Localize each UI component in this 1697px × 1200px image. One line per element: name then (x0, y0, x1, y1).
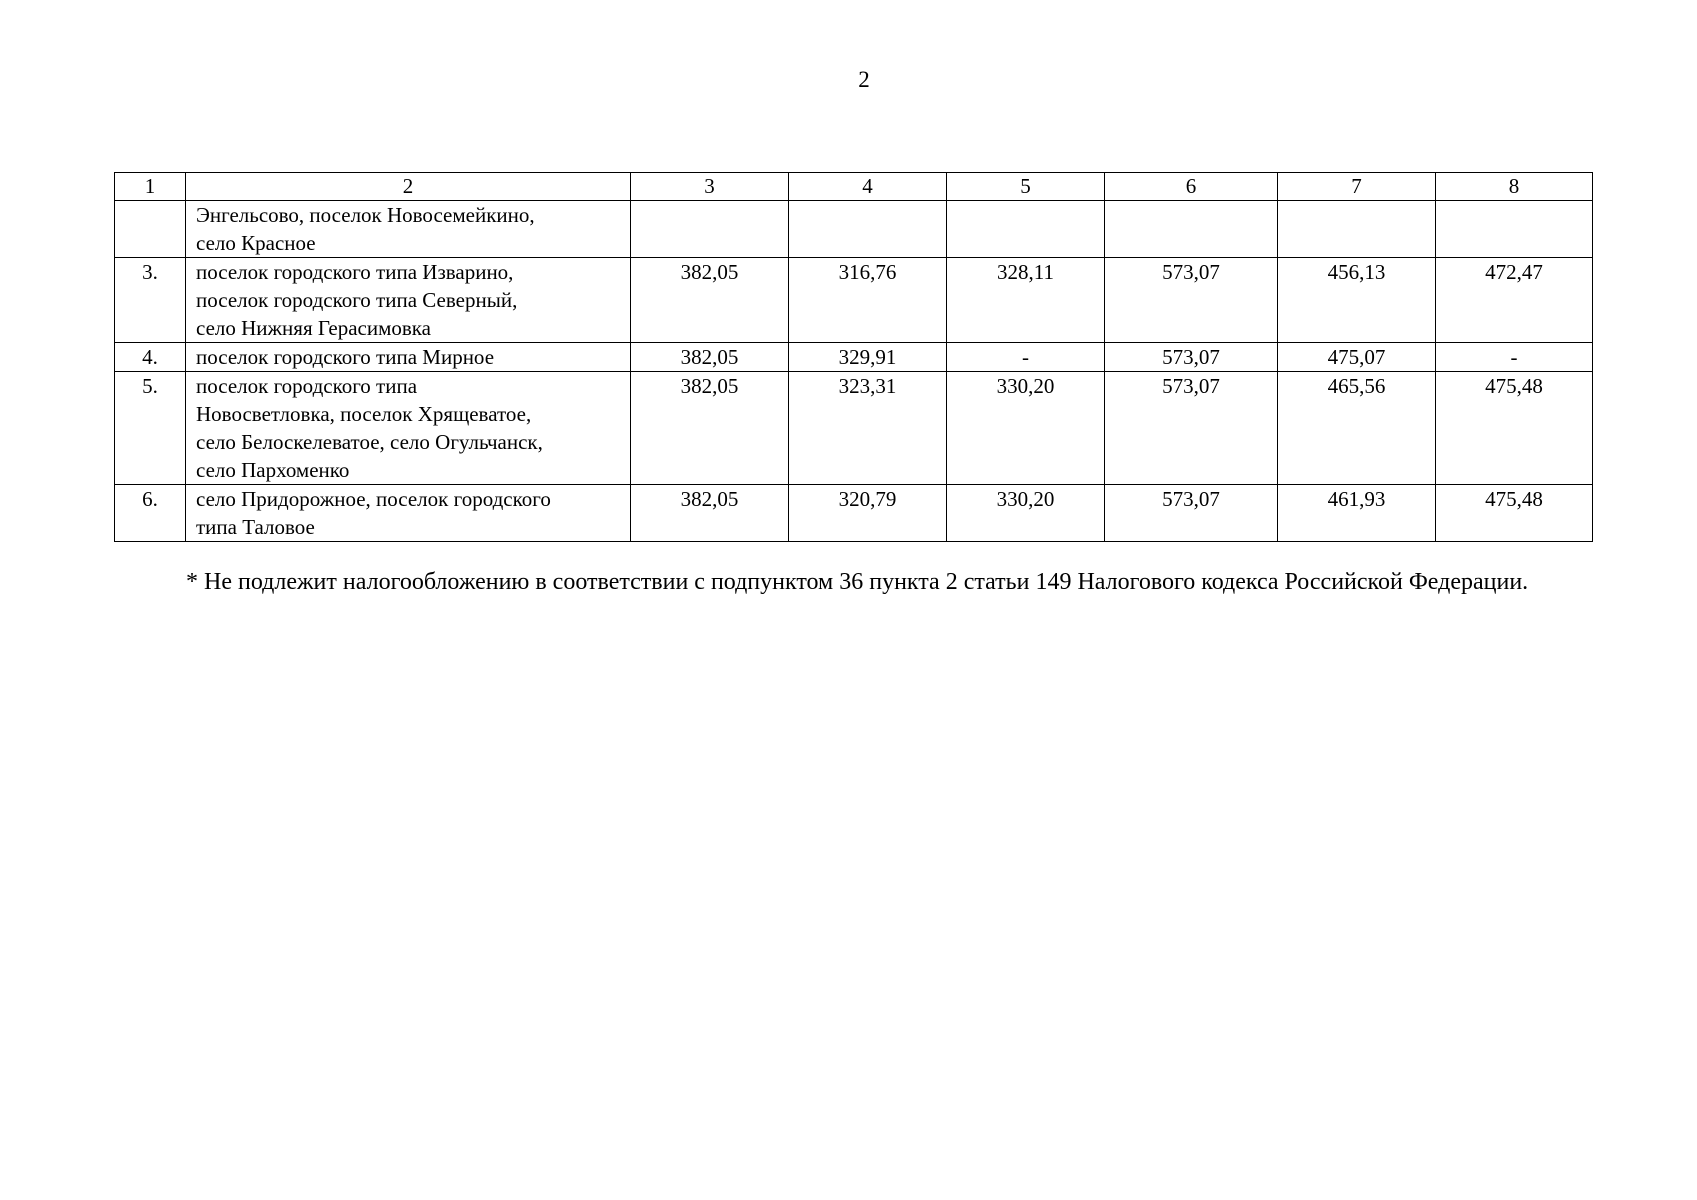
rate-value-cell: 330,20 (947, 485, 1105, 542)
rate-value-cell: 382,05 (631, 372, 789, 485)
rate-value-cell (1105, 201, 1278, 258)
header-cell: 1 (115, 173, 186, 201)
table-header-row (115, 173, 1593, 201)
header-cell: 7 (1278, 173, 1436, 201)
footnote: * Не подлежит налогообложению в соответствии с подпунктом 36 пункта 2 статьи 149 Налогового кодекса Российской Федерации. (186, 569, 1529, 595)
rate-value-cell: 328,11 (947, 258, 1105, 343)
rate-value-cell (789, 201, 947, 258)
settlement-name-line: поселок городского типа (196, 374, 418, 398)
rate-value-cell: 329,91 (789, 343, 947, 372)
rate-value-cell: 316,76 (789, 258, 947, 343)
settlement-name-cell (186, 372, 631, 485)
rate-value-cell: 323,31 (789, 372, 947, 485)
table-row (115, 485, 1593, 542)
rate-value-cell: 472,47 (1436, 258, 1593, 343)
rate-value-cell: 475,48 (1436, 485, 1593, 542)
settlement-name-cell (186, 201, 631, 258)
settlement-name-line: поселок городского типа Изварино, (196, 260, 514, 284)
settlement-name-line: поселок городского типа Мирное (196, 345, 495, 369)
rate-value-cell: 320,79 (789, 485, 947, 542)
rate-value-cell: 465,56 (1278, 372, 1436, 485)
rate-value-cell: 382,05 (631, 343, 789, 372)
rate-value-cell: - (1436, 343, 1593, 372)
settlement-name-cell (186, 343, 631, 372)
settlement-name-cell (186, 485, 631, 542)
rate-value-cell: - (947, 343, 1105, 372)
rate-value-cell: 573,07 (1105, 372, 1278, 485)
rate-value-cell: 573,07 (1105, 485, 1278, 542)
row-number-cell: 5. (115, 372, 186, 485)
settlement-name-line: Новосветловка, поселок Хрящеватое, (196, 402, 532, 426)
rate-value-cell: 461,93 (1278, 485, 1436, 542)
settlement-name-line: село Нижняя Герасимовка (196, 316, 431, 340)
rate-value-cell (1278, 201, 1436, 258)
rate-value-cell: 573,07 (1105, 343, 1278, 372)
rate-value-cell: 382,05 (631, 485, 789, 542)
rate-value-cell: 573,07 (1105, 258, 1278, 343)
row-number-cell: 6. (115, 485, 186, 542)
table-row (115, 201, 1593, 258)
row-number-cell: 4. (115, 343, 186, 372)
row-number-cell (115, 201, 186, 258)
rate-value-cell: 475,48 (1436, 372, 1593, 485)
page-number: 2 (858, 67, 870, 92)
rate-value-cell: 456,13 (1278, 258, 1436, 343)
table-row (115, 258, 1593, 343)
rates-table (114, 172, 1593, 542)
header-cell: 8 (1436, 173, 1593, 201)
rate-value-cell (947, 201, 1105, 258)
header-cell: 3 (631, 173, 789, 201)
rate-value-cell: 330,20 (947, 372, 1105, 485)
header-cell: 2 (186, 173, 631, 201)
header-cell: 6 (1105, 173, 1278, 201)
rate-value-cell: 382,05 (631, 258, 789, 343)
settlement-name-cell (186, 258, 631, 343)
rate-value-cell (631, 201, 789, 258)
table-row (115, 372, 1593, 485)
settlement-name-line: село Придорожное, поселок городского (196, 487, 551, 511)
settlement-name-line: село Пархоменко (196, 458, 350, 482)
header-cell: 5 (947, 173, 1105, 201)
rates-table-body (115, 173, 1593, 542)
rate-value-cell (1436, 201, 1593, 258)
settlement-name-line: типа Таловое (196, 515, 315, 539)
settlement-name-line: село Белоскелеватое, село Огульчанск, (196, 430, 543, 454)
row-number-cell: 3. (115, 258, 186, 343)
header-cell: 4 (789, 173, 947, 201)
settlement-name-line: Энгельсово, поселок Новосемейкино, (196, 203, 535, 227)
settlement-name-line: село Красное (196, 231, 316, 255)
table-row (115, 343, 1593, 372)
rate-value-cell: 475,07 (1278, 343, 1436, 372)
settlement-name-line: поселок городского типа Северный, (196, 288, 518, 312)
